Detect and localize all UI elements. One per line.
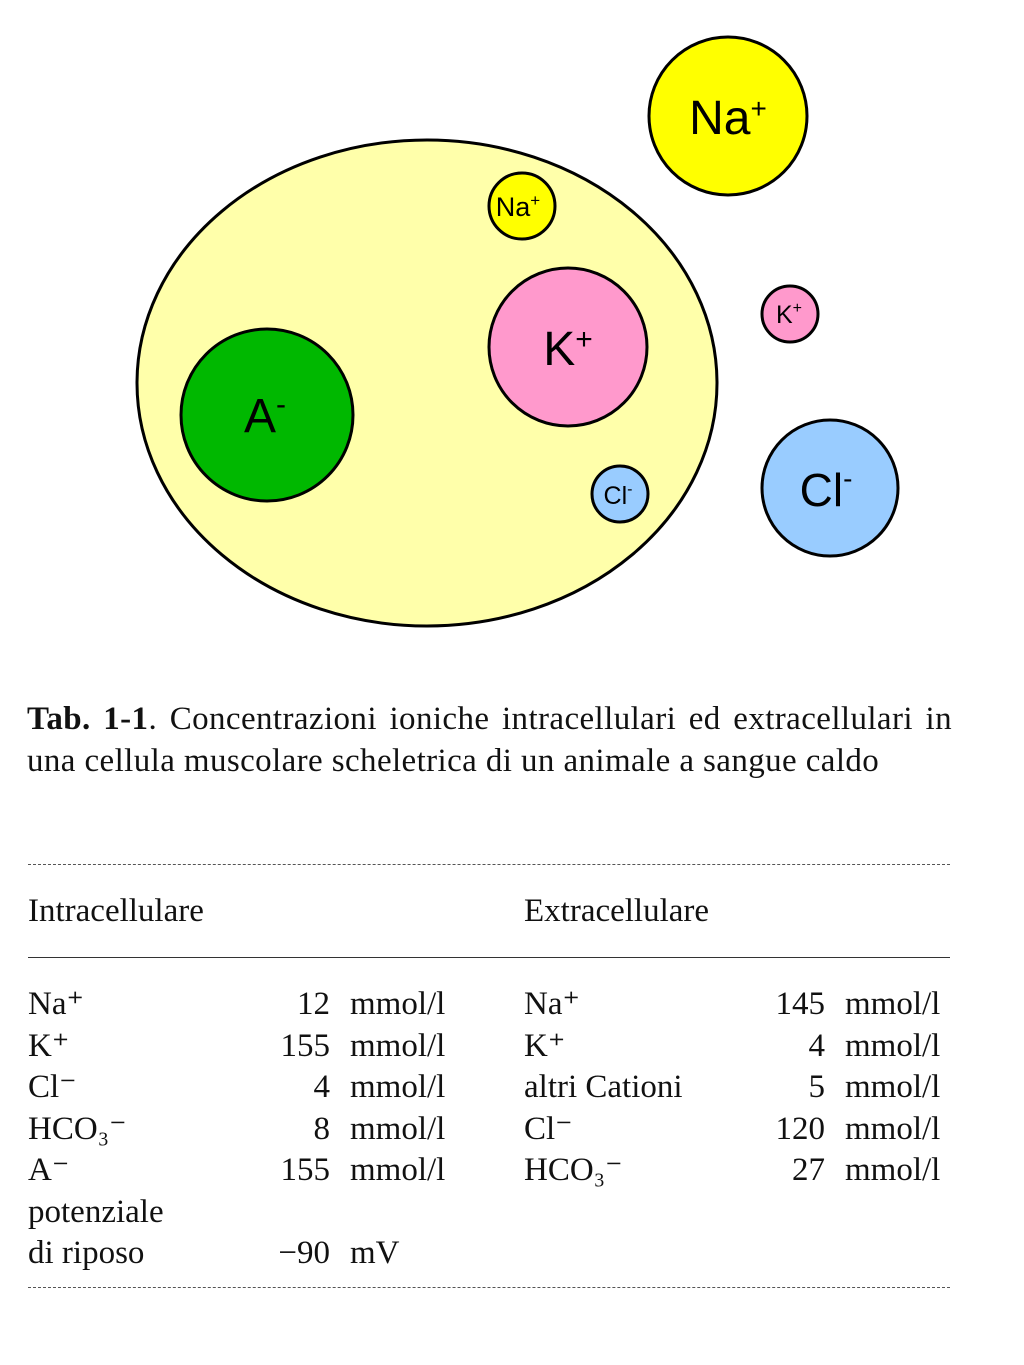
concentration-value: 155 [280,1152,330,1188]
intracellular-row [0,1191,1024,1233]
unit: mV [350,1235,400,1271]
unit: mmol/l [350,1069,446,1105]
ion-name: Cl⁻ [524,1110,573,1147]
ion-a-inside-charge: - [276,388,287,421]
ion-name: K⁺ [524,1027,566,1064]
ion-name: Cl⁻ [28,1069,77,1105]
ion-name: Na⁺ [28,986,84,1022]
table-caption-id: Tab. 1-1 [27,701,149,737]
table-caption [27,698,952,782]
table-top-rule [28,864,950,865]
unit: mmol/l [845,1069,941,1105]
intracellular-row [0,1232,1024,1274]
ion-name: Na⁺ [524,986,580,1022]
ion-name: potenziale [28,1193,164,1230]
ion-k-outside [762,286,818,342]
extracellular-row [0,983,1024,1025]
unit: mmol/l [350,1027,446,1064]
unit: mmol/l [350,1152,446,1188]
ion-a-inside-symbol: A [243,390,277,443]
ion-k-inside-symbol: K [543,323,576,376]
concentration-value: 8 [313,1110,330,1147]
ion-cl-outside-symbol: Cl [799,464,844,516]
unit: mmol/l [845,1110,941,1147]
concentration-value: 27 [792,1152,825,1188]
ion-na-outside-charge: + [750,93,767,124]
ion-name: di riposo [28,1235,145,1271]
ion-cl-inside [592,466,648,522]
ion-na-outside [649,37,807,195]
table-caption-text: . Concentrazioni ioniche intracellulari ed extracellulari in una cellula muscolare scheletrica di un animale a sangue caldo [27,701,952,779]
concentration-value: 145 [775,986,825,1022]
extracellular-row [0,1066,1024,1108]
ion-name: A⁻ [28,1152,70,1188]
ion-k-outside-charge: + [792,300,803,317]
header-intracellulare: Intracellulare [28,893,204,929]
concentration-value: 155 [280,1027,330,1064]
ion-k-inside [489,268,647,426]
unit: mmol/l [845,1027,941,1064]
concentration-value: 4 [313,1069,330,1105]
extracellular-row [0,1108,1024,1150]
ion-cl-outside-charge: - [843,463,853,494]
table-header-rule [28,957,950,958]
concentration-value: 120 [775,1110,825,1147]
extracellular-row [0,1025,1024,1067]
ion-k-outside-symbol: K [775,301,793,329]
unit: mmol/l [350,1110,446,1147]
ion-cl-inside-charge: - [627,481,633,498]
ion-cl-outside [762,420,898,556]
extracellular-row [0,1149,1024,1191]
ion-a-inside [181,329,353,501]
ion-na-outside-symbol: Na [689,92,751,145]
ion-name: altri Cationi [524,1069,683,1105]
ion-na-inside-symbol: Na [495,192,531,222]
ion-name: K⁺ [28,1027,70,1064]
unit: mmol/l [845,986,941,1022]
concentration-value: 4 [808,1027,825,1064]
table-bottom-rule [28,1287,950,1288]
unit: mmol/l [845,1152,941,1188]
ion-name: HCO₃⁻ [524,1152,623,1188]
ion-na-inside [489,173,555,239]
unit: mmol/l [350,986,446,1022]
ion-name: HCO₃⁻ [28,1110,127,1147]
ion-cl-inside-symbol: Cl [603,482,628,510]
concentration-value: 12 [297,986,330,1022]
ion-na-inside-charge: + [530,191,541,210]
ion-diagram [0,0,1024,660]
concentration-value: 5 [808,1069,825,1105]
ion-k-inside-charge: + [575,323,593,356]
concentration-value: −90 [278,1235,330,1271]
header-extracellulare: Extracellulare [524,893,710,929]
